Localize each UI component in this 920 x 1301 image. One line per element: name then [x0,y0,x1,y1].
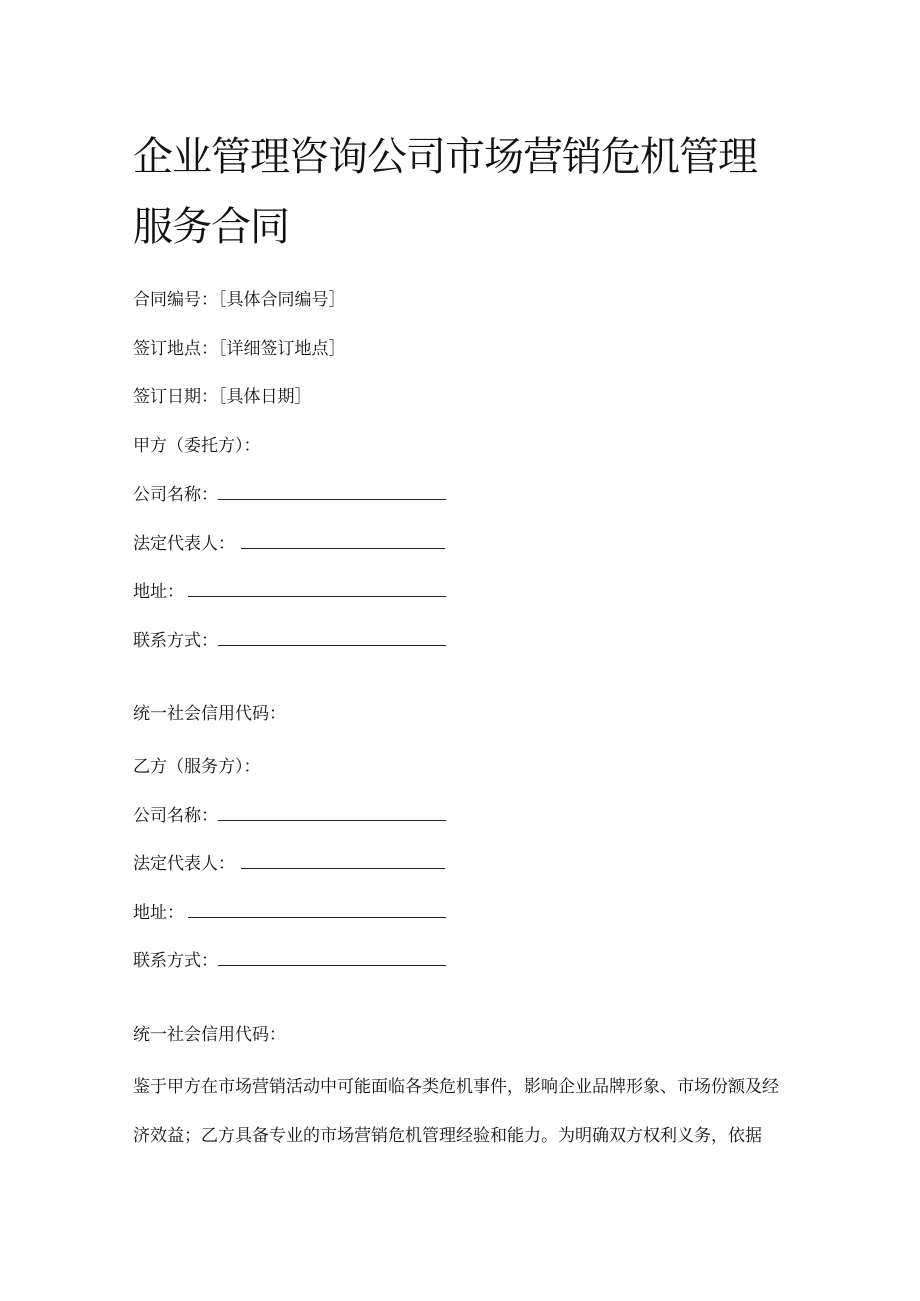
contract-number-line: 合同编号：［具体合同编号］ [133,290,346,310]
party-b-contact-label: 联系方式： [133,951,218,971]
party-b-company-blank [218,803,446,821]
party-a-contact-blank [218,628,446,646]
sign-place-line: 签订地点：［详细签订地点］ [133,339,346,359]
party-b-contact-field [133,948,446,973]
party-a-company-label: 公司名称： [133,485,218,505]
party-a-address-blank [188,579,446,597]
sign-date-line: 签订日期：［具体日期］ [133,387,312,407]
party-b-legal-rep-field [133,851,445,876]
party-a-company-field [133,482,446,507]
party-b-heading: 乙方（服务方）： [133,757,261,777]
party-b-legal-rep-blank [241,851,445,869]
party-a-contact-label: 联系方式： [133,631,218,651]
party-a-company-blank [218,482,446,500]
party-a-credit-code-line: 统一社会信用代码： [133,704,286,724]
party-a-legal-rep-label: 法定代表人： [133,534,235,554]
party-b-address-field [133,900,446,925]
party-b-company-label: 公司名称： [133,806,218,826]
party-a-contact-field [133,628,446,653]
party-a-address-label: 地址： [133,582,184,602]
preamble-paragraph: 鉴于甲方在市场营销活动中可能面临各类危机事件，影响企业品牌形象、市场份额及经济效益；乙方具备专业的市场营销危机管理经验和能力。为明确双方权利义务，依据 [133,1077,779,1146]
party-a-address-field [133,579,446,604]
document-title: 企业管理咨询公司市场营销危机管理服务合同 [133,134,757,250]
party-a-legal-rep-field [133,531,445,556]
party-a-heading: 甲方（委托方）： [133,436,261,456]
party-b-contact-blank [218,948,446,966]
party-b-address-label: 地址： [133,903,184,923]
party-b-company-field [133,803,446,828]
party-a-legal-rep-blank [241,531,445,549]
party-b-address-blank [188,900,446,918]
party-b-credit-code-line: 统一社会信用代码： [133,1025,286,1045]
party-b-legal-rep-label: 法定代表人： [133,854,235,874]
